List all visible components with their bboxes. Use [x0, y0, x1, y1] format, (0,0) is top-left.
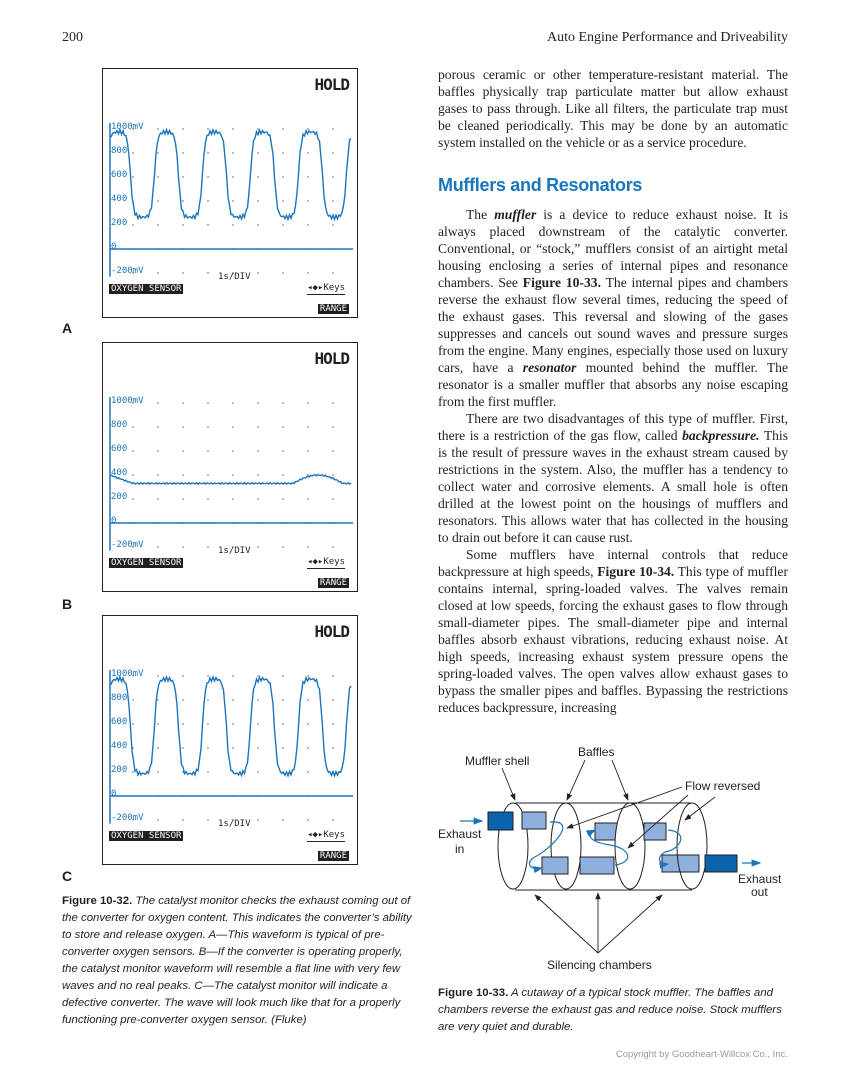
- y-tick-label: 800: [111, 146, 128, 156]
- panel-letter: B: [62, 596, 73, 612]
- y-tick-label: 400: [111, 468, 128, 478]
- oscilloscope-screen-a: [102, 68, 358, 318]
- figure-caption-10-33: [438, 985, 790, 1036]
- caption-text: The catalyst monitor checks the exhaust coming out of the converter for oxygen content. This indicates the converter’s ability to store and release oxygen. A—This waveform is typical of pre-converter oxygen sensors. B—If the converter is operating properly, the catalyst monitor waveform will resemble a flat line with very few waves and no real peaks. C—The catalyst monitor will indicate a defective converter. The wave will look much like that for a properly functioning pre-converter oxygen sensor. (Fluke): [62, 895, 412, 1026]
- emphasis-term: Figure 10-33.: [522, 275, 601, 290]
- body-column: [438, 66, 788, 716]
- caption-label: Figure 10-32.: [62, 895, 133, 907]
- y-tick-label: 600: [111, 717, 128, 727]
- label-exhaust-out: Exhaust: [738, 872, 782, 886]
- label-flow-reversed: Flow reversed: [685, 779, 761, 793]
- y-tick-label: 200: [111, 492, 128, 502]
- label-exhaust-out-2: out: [751, 885, 768, 899]
- timebase-label: 1s/DIV: [218, 546, 251, 556]
- channel-label: OXYGEN SENSOR: [111, 284, 182, 294]
- y-tick-label: 800: [111, 693, 128, 703]
- y-tick-label: -200mV: [111, 540, 144, 550]
- y-tick-label: 0: [111, 789, 117, 799]
- text-run: is a device to reduce exhaust noise. It is always placed downstream of the catalytic converter. Conventional, or “stock,” mufflers consist of an airtight metal housing enclosing a series of internal pipes and resonance chambers. See: [438, 207, 788, 290]
- range-label: RANGE: [319, 578, 347, 588]
- muffler-shell: [488, 803, 737, 890]
- channel-label: OXYGEN SENSOR: [111, 831, 182, 841]
- paragraph: [438, 546, 788, 716]
- text-run: This type of muffler contains internal, spring-loaded valves. The valves remain closed at low speeds, forcing the exhaust gases to flow through small-diameter pipes. The small-diameter pipe and internal baffles absorb exhaust vibrations, reducing exhaust noise. At high speeds, increasing exhaust system pressure opens the spring-loaded valves. The open valves allow exhaust gases to bypass the smaller pipes and baffles. Bypassing the restrictions reduces backpressure, increasing: [438, 564, 788, 715]
- timebase-label: 1s/DIV: [218, 272, 251, 282]
- text-run: The internal pipes and chambers reverse the exhaust flow several times, reducing the speed of the exhaust gases. This reversal and slowing of the gases suppresses and cancels out sound waves and pressure surges from the engine. Many engines, especially those used on luxury cars, have a: [438, 275, 788, 375]
- y-tick-label: 1000mV: [111, 669, 144, 679]
- label-exhaust-in-2: in: [455, 842, 465, 856]
- range-label: RANGE: [319, 851, 347, 861]
- y-tick-label: 0: [111, 516, 117, 526]
- emphasis-term: Figure 10-34.: [597, 564, 675, 579]
- emphasis-term: resonator: [522, 360, 577, 375]
- y-tick-label: 200: [111, 218, 128, 228]
- y-tick-label: 0: [111, 242, 117, 252]
- keys-label: ◂◆▸Keys: [307, 830, 345, 840]
- keys-label: ◂◆▸Keys: [307, 557, 345, 567]
- emphasis-term: muffler: [494, 207, 537, 222]
- figure-caption-10-32: [62, 893, 412, 1029]
- emphasis-term: backpressure.: [682, 428, 760, 443]
- paragraph: [438, 410, 788, 546]
- y-tick-label: 400: [111, 194, 128, 204]
- text-run: porous ceramic or other temperature-resistant material. The baffles physically trap particulate matter but allow exhaust gases to pass through. Like all filters, the particulate trap must be cleaned periodically. This may be done by an automatic system installed on the vehicle or as a service procedure.: [438, 67, 788, 150]
- y-tick-label: 1000mV: [111, 396, 144, 406]
- y-tick-label: 600: [111, 444, 128, 454]
- hold-indicator: HOLD: [314, 349, 349, 368]
- waveform-trace: [111, 474, 351, 484]
- y-tick-label: 1000mV: [111, 122, 144, 132]
- range-label: RANGE: [319, 304, 347, 314]
- panel-letter: C: [62, 868, 73, 884]
- label-silencing-chambers: Silencing chambers: [547, 958, 652, 972]
- hold-indicator: HOLD: [314, 622, 349, 641]
- y-tick-label: 800: [111, 420, 128, 430]
- page-number: 200: [62, 30, 83, 45]
- keys-label: ◂◆▸Keys: [307, 283, 345, 293]
- hold-indicator: HOLD: [314, 75, 349, 94]
- muffler-diagram: [430, 740, 790, 980]
- waveform-trace: [111, 677, 351, 776]
- label-baffles: Baffles: [578, 745, 615, 759]
- copyright: Copyright by Goodheart-Willcox Co., Inc.: [615, 1049, 788, 1060]
- panel-letter: A: [62, 320, 73, 336]
- caption-text: A cutaway of a typical stock muffler. The baffles and chambers reverse the exhaust gas and reduce noise. Stock mufflers are very quiet and durable.: [438, 987, 782, 1033]
- text-run: The: [466, 207, 495, 222]
- caption-label: Figure 10-33.: [438, 987, 509, 999]
- oscilloscope-screen-b: [102, 342, 358, 592]
- oscilloscope-screen-c: [102, 615, 358, 865]
- y-tick-label: -200mV: [111, 813, 144, 823]
- timebase-label: 1s/DIV: [218, 819, 251, 829]
- label-muffler-shell: Muffler shell: [465, 754, 530, 768]
- channel-label: OXYGEN SENSOR: [111, 558, 182, 568]
- running-head: Auto Engine Performance and Driveability: [546, 30, 788, 45]
- text-run: There are two disadvantages of this type of muffler. First, there is a restriction of the gas flow, called: [438, 411, 788, 443]
- text-run: mounted behind the muffler. The resonator is a smaller muffler that absorbs any noise escaping from the first muffler.: [438, 360, 788, 409]
- y-tick-label: 600: [111, 170, 128, 180]
- waveform-trace: [111, 130, 351, 220]
- paragraph: [438, 206, 788, 410]
- y-tick-label: 400: [111, 741, 128, 751]
- text-run: Some mufflers have internal controls that reduce backpressure at high speeds,: [438, 547, 788, 579]
- label-exhaust-in: Exhaust: [438, 827, 482, 841]
- y-tick-label: -200mV: [111, 266, 144, 276]
- y-tick-label: 200: [111, 765, 128, 775]
- text-run: This is the result of pressure waves in the exhaust stream caused by restrictions in the system. Also, the muffler has a tendency to collect water and corrosive elements. A small hole is often drilled at the lowest point on the housings of mufflers and resonators. This allows water that has collected in the housing to drain out before it can cause rust.: [438, 428, 789, 545]
- paragraph: [438, 66, 788, 151]
- section-heading: Mufflers and Resonators: [438, 175, 643, 195]
